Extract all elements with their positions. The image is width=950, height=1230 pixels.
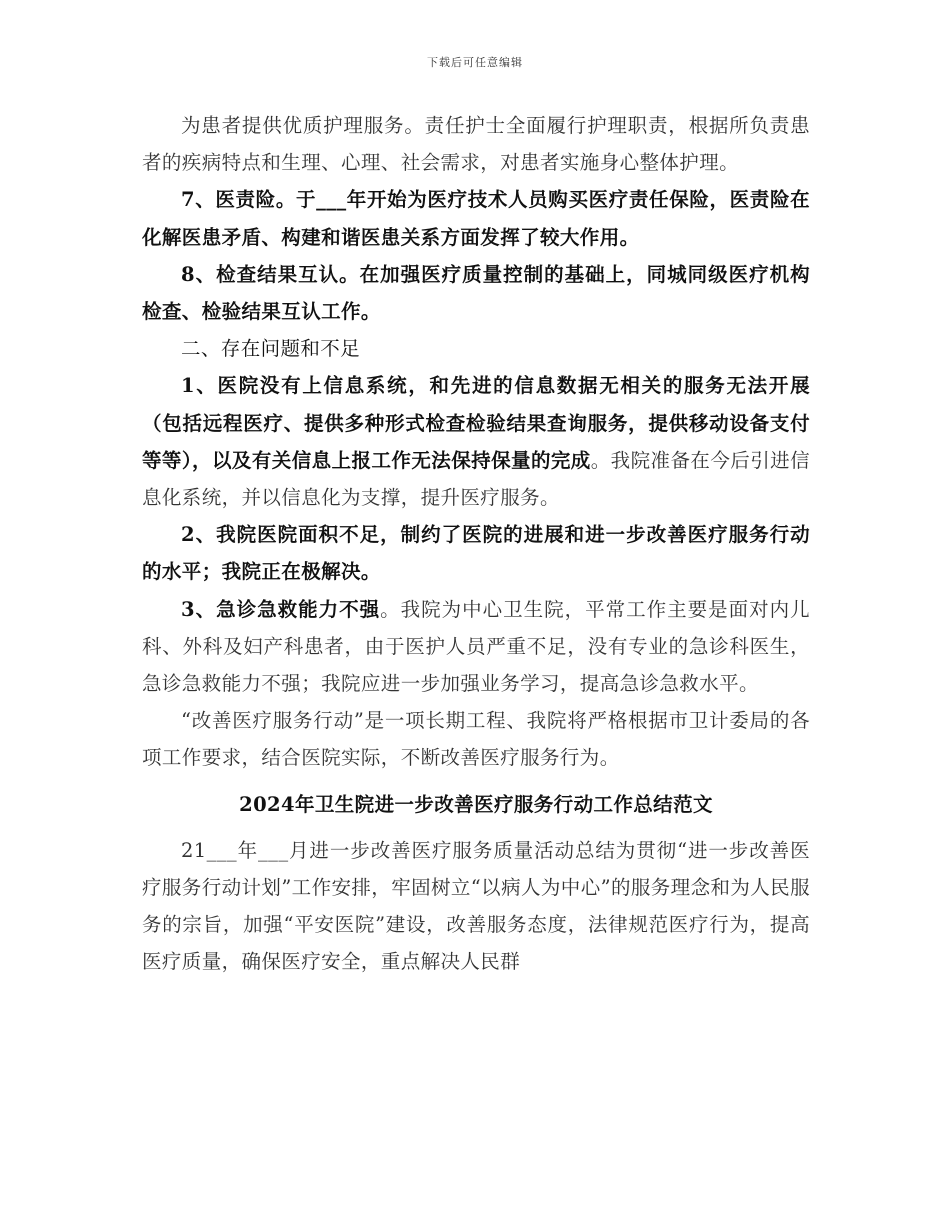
paragraph-problem-1 [142,367,810,516]
problem-3-light: 。我院为中心卫生院，平常工作主要是面对内儿科、外科及妇产科患者，由于医护人员严重不足，没有专业的急诊科医生，急诊急救能力不强；我院应进一步加强业务学习，提高急诊急救水平。 [142,597,810,696]
page-header: 下载后可任意编辑 [427,56,523,69]
section-heading-problems: 二、存在问题和不足 [181,337,361,361]
problem-1-light: 。我院准备在今后引进信息化系统，并以信息化为支撑，提升医疗服务。 [142,448,810,510]
paragraph-problem-3 [142,591,810,703]
paragraph-summary-intro: 21___年___月进一步改善医疗服务质量活动总结为贯彻“进一步改善医疗服务行动计划”工作安排，牢固树立“以病人为中心”的服务理念和为人民服务的宗旨，加强“平安医院”建设，改善服务态度，法律规范医疗行为，提高医疗质量，确保医疗安全，重点解决人民群 [142,838,810,974]
problem-1-bold: 1、医院没有上信息系统，和先进的信息数据无相关的服务无法开展（包括远程医疗、提供多种形式检查检验结果查询服务，提供移动设备支付等等），以及有关信息上报工作无法保持保量的完成 [142,374,810,472]
problem-3-bold: 3、急诊急救能力不强 [181,597,381,621]
paragraph-liability-insurance: 7、医责险。于___年开始为医疗技术人员购买医疗责任保险，医责险在化解医患矛盾、构建和谐医患关系方面发挥了较大作用。 [142,188,810,249]
document-title: 2024年卫生院进一步改善医疗服务行动工作总结范文 [239,792,713,816]
paragraph-nursing: 为患者提供优质护理服务。责任护士全面履行护理职责，根据所负责患者的疾病特点和生理、心理、社会需求，对患者实施身心整体护理。 [142,114,810,175]
paragraph-conclusion: “改善医疗服务行动”是一项长期工程、我院将严格根据市卫计委局的各项工作要求，结合医院实际，不断改善医疗服务行为。 [142,709,810,770]
paragraph-result-recognition: 8、检查结果互认。在加强医疗质量控制的基础上，同城同级医疗机构检查、检验结果互认工作。 [142,262,810,324]
paragraph-problem-2: 2、我院医院面积不足，制约了医院的进展和进一步改善医疗服务行动的水平；我院正在极解决。 [142,523,810,584]
document-body [142,107,810,981]
